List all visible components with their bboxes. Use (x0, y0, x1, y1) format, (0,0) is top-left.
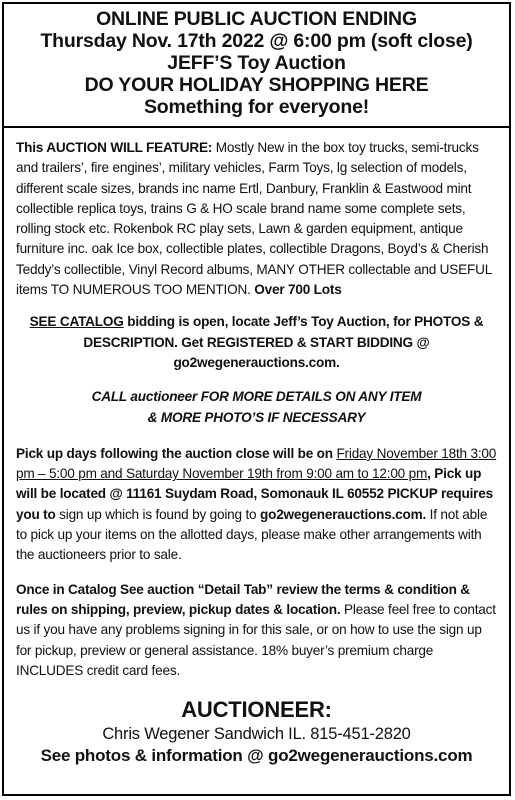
call-line-1: CALL auctioneer FOR MORE DETAILS ON ANY ITEM (91, 389, 422, 405)
pickup-paragraph (16, 444, 497, 566)
pickup-signup: sign up which is found by going to (55, 506, 260, 522)
header-line-tagline: Something for everyone! (143, 96, 370, 118)
catalog-text: bidding is open, locate Jeff’s Toy Auction, for PHOTOS & DESCRIPTION. Get REGISTERED & START BIDDING @ go2wegenerauctions.com. (83, 314, 484, 370)
pickup-rest: If not able to pick up your items on the allotted days, please make other arrangements with the auctioneers prior to sale. (16, 506, 488, 563)
features-paragraph (16, 138, 497, 300)
auctioneer-heading: AUCTIONEER: (181, 697, 332, 723)
pickup-lead: Pick up days following the auction close will be on (16, 445, 337, 461)
see-catalog-link[interactable]: SEE CATALOG (29, 314, 124, 330)
ad-body (4, 138, 509, 767)
pickup-site-link[interactable]: go2wegenerauctions.com. (259, 506, 427, 522)
header-line-ending: ONLINE PUBLIC AUCTION ENDING (96, 8, 417, 30)
auctioneer-name: Chris Wegener Sandwich IL. 815-451-2820 (102, 725, 411, 744)
call-line-2: & MORE PHOTO’S IF NECESSARY (147, 409, 366, 425)
header-divider (4, 126, 509, 128)
header-line-holiday: DO YOUR HOLIDAY SHOPPING HERE (84, 74, 429, 96)
call-paragraph (16, 387, 497, 428)
header-line-date: Thursday Nov. 17th 2022 @ 6:00 pm (soft close) (40, 30, 473, 52)
catalog-paragraph (16, 312, 497, 373)
terms-lead: Once in Catalog See auction “Detail Tab” review the terms & condition & rules on shipping, preview, pickup dates & location. (16, 581, 470, 617)
ad-header (4, 4, 509, 118)
header-line-title: JEFF’S Toy Auction (167, 52, 346, 74)
pickup-dates: Friday November 18th 3:00 pm – 5:00 pm and Saturday November 19th from 9:00 am to 12:00 pm (16, 445, 497, 482)
terms-rest: Please feel free to contact us if you have any problems signing in for this sale, or on how to use the sign up for pickup, preview or general assistance. 18% buyer’s premium charge INCLUDES credit card fees. (16, 601, 496, 678)
auction-ad (2, 2, 511, 796)
pickup-location: , Pick up will be located @ 11161 Suydam Road, Somonauk IL 60552 PICKUP requires you to (16, 466, 493, 522)
terms-paragraph (16, 580, 497, 681)
auctioneer-info-link[interactable]: See photos & information @ go2wegenerauctions.com (40, 746, 473, 766)
features-text: Mostly New in the box toy trucks, semi-trucks and trailers’, fire engines’, military vehicles, Farm Toys, lg selection of models, different scale sizes, brands inc name Ertl, Danbury, Franklin & Eastwood mint collectible replica toys, trains G & HO scale brand name some complete sets, rolling stock etc. Rokenbok RC play sets, Lawn & garden equipment, antique furniture inc. oak Ice box, collectible plates, collectible Dragons, Boyd’s & Cherish Teddy’s collectible, Vinyl Record albums, MANY OTHER collectable and USEFUL items TO NUMEROUS TOO MENTION. (16, 140, 492, 298)
features-lead: This AUCTION WILL FEATURE: (16, 140, 213, 155)
lots-count: Over 700 Lots (254, 282, 342, 298)
